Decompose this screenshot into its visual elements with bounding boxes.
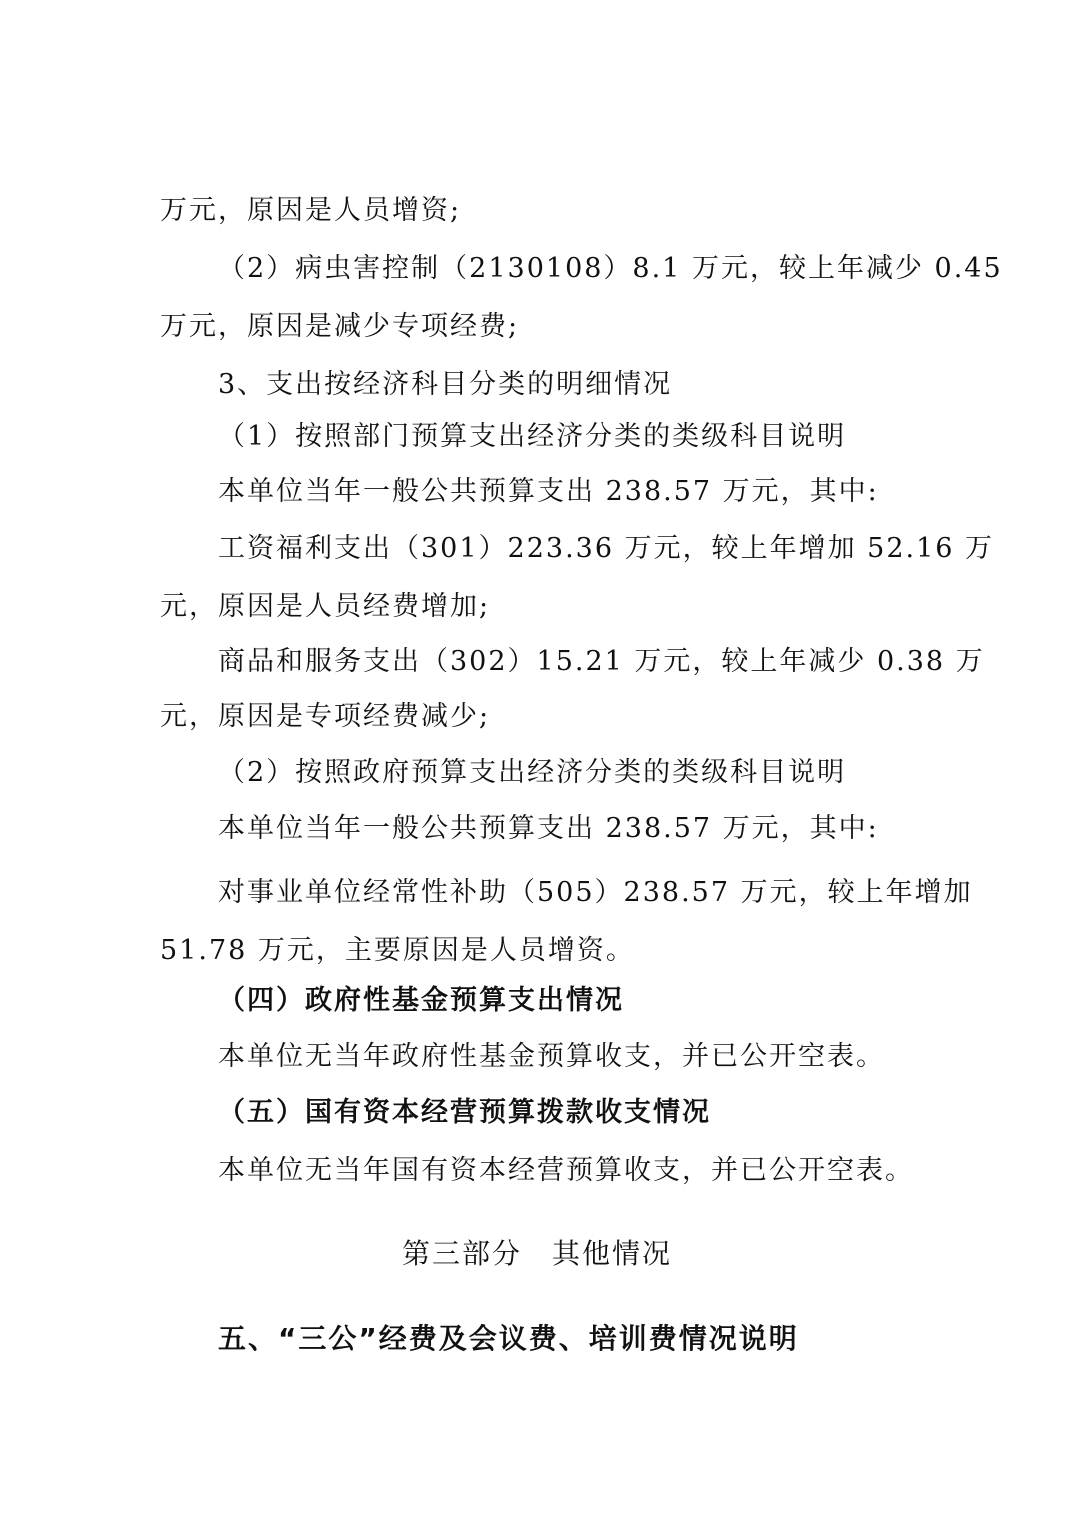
text-line-13: 对事业单位经常性补助（505）238.57 万元，较上年增加 — [218, 877, 973, 908]
text-line-4: 3、支出按经济科目分类的明细情况 — [218, 369, 673, 400]
text-line-8: 元，原因是人员经费增加; — [160, 591, 491, 622]
text-line-14: 51.78 万元，主要原因是人员增资。 — [160, 935, 635, 966]
text-line-6: 本单位当年一般公共预算支出 238.57 万元，其中: — [218, 476, 879, 507]
section-5-body: 本单位无当年国有资本经营预算收支，并已公开空表。 — [218, 1155, 914, 1186]
part-3-heading: 第三部分 其他情况 — [401, 1237, 672, 1270]
text-line-9: 商品和服务支出（302）15.21 万元，较上年减少 0.38 万 — [218, 646, 985, 677]
text-line-1: 万元，原因是人员增资; — [160, 195, 462, 226]
text-line-5: （1）按照部门预算支出经济分类的类级科目说明 — [218, 421, 847, 452]
text-line-3: 万元，原因是减少专项经费; — [160, 311, 520, 342]
text-line-10: 元，原因是专项经费减少; — [160, 701, 491, 732]
section-4-heading: （四）政府性基金预算支出情况 — [218, 985, 624, 1016]
text-line-7: 工资福利支出（301）223.36 万元，较上年增加 52.16 万 — [218, 533, 995, 564]
text-line-2: （2）病虫害控制（2130108）8.1 万元，较上年减少 0.45 — [218, 253, 1003, 284]
section-4-body: 本单位无当年政府性基金预算收支，并已公开空表。 — [218, 1041, 885, 1072]
text-line-11: （2）按照政府预算支出经济分类的类级科目说明 — [218, 757, 847, 788]
section-5-heading: （五）国有资本经营预算拨款收支情况 — [218, 1097, 711, 1128]
item-5-heading: 五、“三公”经费及会议费、培训费情况说明 — [218, 1322, 799, 1355]
text-line-12: 本单位当年一般公共预算支出 238.57 万元，其中: — [218, 813, 879, 844]
